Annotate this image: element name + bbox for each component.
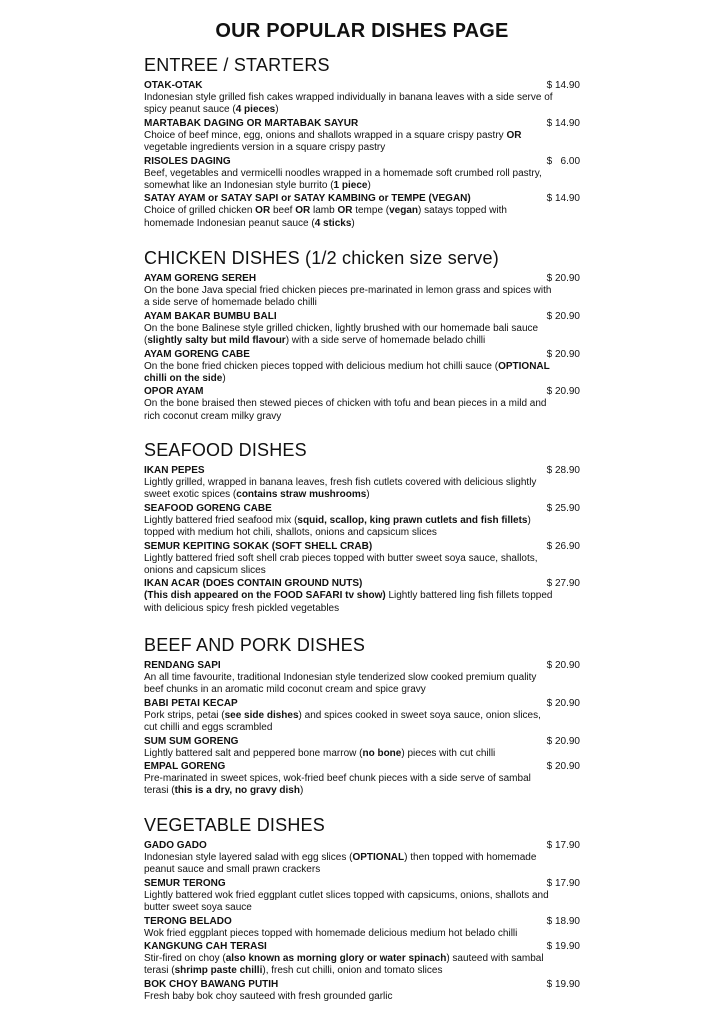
dish-name: IKAN ACAR (DOES CONTAIN GROUND NUTS) xyxy=(144,578,363,590)
description-text: Indonesian style grilled fish cakes wrapped individually in banana leaves with a side serve of spicy peanut sauce ( xyxy=(144,92,553,116)
dish-price: $ 27.90 xyxy=(546,578,580,590)
description-text: ) and spices cooked in sweet soya sauce, onion slices, cut chilli and eggs scrambled xyxy=(144,709,541,734)
dish-price: $ 14.90 xyxy=(546,193,580,205)
dish-description xyxy=(144,928,584,940)
description-emphasis: vegan xyxy=(389,205,419,217)
description-text: ) satays topped with homemade Indonesian peanut sauce ( xyxy=(144,205,507,229)
dish-price: $ 20.90 xyxy=(546,761,580,773)
description-text: Beef, vegetables and vermicelli noodles wrapped in a homemade soft crumbed roll pastry, somewhat like an Indonesian style burrito ( xyxy=(144,167,542,192)
menu-item xyxy=(144,839,584,877)
dish-price: $ 20.90 xyxy=(546,310,580,322)
description-emphasis: 4 sticks xyxy=(314,217,352,229)
dish-description xyxy=(144,953,584,978)
description-text: Lightly battered ling fish fillets topped with delicious spicy fresh pickled vegetables xyxy=(144,590,553,614)
dish-name: SUM SUM GORENG xyxy=(144,735,239,747)
menu-item xyxy=(144,348,584,386)
dish-name: IKAN PEPES xyxy=(144,465,205,476)
description-text: tempe ( xyxy=(352,205,390,217)
dish-description xyxy=(144,748,584,760)
menu-item xyxy=(144,79,584,117)
dish-name: AYAM BAKAR BUMBU BALI xyxy=(144,310,277,322)
menu-item xyxy=(144,659,584,697)
description-text: Pork strips, petai ( xyxy=(144,709,225,721)
description-text: ) with a side serve of homemade belado chilli xyxy=(285,335,486,347)
description-emphasis: OPTIONAL chilli on the side xyxy=(144,360,550,385)
dish-description xyxy=(144,205,584,230)
description-text: lamb xyxy=(310,205,338,217)
description-text: ) topped with medium hot chili, shallots, onions and capsicum slices xyxy=(144,514,531,539)
description-emphasis: squid, scallop, king prawn cutlets and fish fillets xyxy=(297,514,528,526)
dish-price: $ 20.90 xyxy=(546,735,580,747)
description-text: On the bone Balinese style grilled chicken, lightly brushed with our homemade bali sauce ( xyxy=(144,322,539,347)
description-text: Pre-marinated in sweet spices, wok-fried beef chunk pieces with a side serve of sambal terasi ( xyxy=(144,773,531,797)
dish-description xyxy=(144,710,584,735)
dish-price: $ 17.90 xyxy=(546,877,580,889)
dish-price: $ 28.90 xyxy=(546,465,580,476)
menu-section xyxy=(144,55,584,230)
dish-name: AYAM GORENG SEREH xyxy=(144,273,257,284)
menu-item xyxy=(144,540,584,578)
menu-item xyxy=(144,117,584,155)
description-text: ) xyxy=(367,180,371,192)
dish-description xyxy=(144,852,584,877)
description-text: ) then topped with homemade peanut sauce and small prawn crackers xyxy=(144,852,537,876)
description-text: Lightly battered fried seafood mix ( xyxy=(144,514,298,526)
description-emphasis: contains straw mushrooms xyxy=(236,489,367,501)
dish-price: $ 20.90 xyxy=(546,660,580,671)
dish-description xyxy=(144,991,584,1003)
description-text: An all time favourite, traditional Indonesian style tenderized slow cooked premium quality beef chunks in an aromatic mild coconut cream and spice gravy xyxy=(144,672,537,696)
description-text: Stir-fired on choy ( xyxy=(144,953,226,965)
dish-price: $ 26.90 xyxy=(546,540,580,552)
menu-item xyxy=(144,385,584,423)
description-text: ) sauteed with sambal terasi ( xyxy=(144,953,544,977)
dish-name: KANGKUNG CAH TERASI xyxy=(144,941,267,953)
description-text: On the bone braised then stewed pieces of chicken with tofu and bean pieces in a mild and rich coconut cream milky gravy xyxy=(144,398,547,422)
dish-description xyxy=(144,553,584,578)
dish-name: EMPAL GORENG xyxy=(144,761,226,773)
menu-section xyxy=(144,635,584,798)
description-text: ) xyxy=(275,104,279,116)
description-text: On the bone fried chicken pieces topped with delicious medium hot chilli sauce ( xyxy=(144,360,499,372)
dish-price: $ 25.90 xyxy=(546,502,580,514)
menu-item xyxy=(144,735,584,760)
dish-description xyxy=(144,92,584,117)
dish-price: $ 18.90 xyxy=(546,915,580,927)
description-emphasis: OR xyxy=(255,205,271,217)
dish-description xyxy=(144,515,584,540)
dish-name: SEAFOOD GORENG CABE xyxy=(144,502,272,514)
dish-name: SEMUR KEPITING SOKAK (SOFT SHELL CRAB) xyxy=(144,540,373,552)
dish-description xyxy=(144,890,584,915)
dish-name: TERONG BELADO xyxy=(144,915,232,927)
description-text: Wok fried eggplant pieces topped with homemade delicious medium hot belado chilli xyxy=(144,927,518,939)
description-text: Lightly battered fried soft shell crab pieces topped with butter sweet soya sauce, shallots, onions and capsicum slices xyxy=(144,552,538,577)
description-emphasis: 1 piece xyxy=(333,180,368,192)
section-heading: CHICKEN DISHES (1/2 chicken size serve) xyxy=(144,248,499,268)
description-text: Choice of grilled chicken xyxy=(144,205,256,217)
description-text: ) xyxy=(222,373,226,385)
dish-description xyxy=(144,323,584,348)
dish-price: $ 6.00 xyxy=(546,155,580,167)
menu-item xyxy=(144,760,584,798)
section-heading: ENTREE / STARTERS xyxy=(144,55,330,75)
description-text: Indonesian style layered salad with egg slices ( xyxy=(144,852,353,863)
description-emphasis: (This dish appeared on the FOOD SAFARI tv show) xyxy=(144,590,386,602)
section-heading: BEEF AND PORK DISHES xyxy=(144,635,366,655)
menu-section xyxy=(144,248,584,423)
description-text: Lightly grilled, wrapped in banana leaves, fresh fish cutlets covered with delicious slightly sweet exotic spices ( xyxy=(144,477,537,501)
dish-name: BOK CHOY BAWANG PUTIH xyxy=(144,978,279,990)
dish-name: AYAM GORENG CABE xyxy=(144,348,250,360)
menu-item xyxy=(144,192,584,230)
description-text: Fresh baby bok choy sauteed with fresh grounded garlic xyxy=(144,990,393,1002)
dish-price: $ 19.90 xyxy=(546,941,580,953)
description-emphasis: also known as morning glory or water spinach xyxy=(225,953,447,965)
dish-price: $ 20.90 xyxy=(546,348,580,360)
description-emphasis: OR xyxy=(506,129,522,141)
menu-item xyxy=(144,272,584,310)
menu-item xyxy=(144,940,584,978)
dish-name: OPOR AYAM xyxy=(144,386,204,398)
dish-price: $ 17.90 xyxy=(546,840,580,851)
dish-description xyxy=(144,285,584,310)
dish-name: BABI PETAI KECAP xyxy=(144,697,238,709)
description-emphasis: OR xyxy=(295,205,311,217)
page-title: OUR POPULAR DISHES PAGE xyxy=(215,20,509,42)
menu-item xyxy=(144,978,584,1003)
description-text: beef xyxy=(270,205,296,217)
description-emphasis: OPTIONAL xyxy=(352,852,405,863)
description-text: ) xyxy=(366,489,370,501)
section-heading: SEAFOOD DISHES xyxy=(144,440,307,460)
description-text: Choice of beef mince, egg, onions and shallots wrapped in a square crispy pastry xyxy=(144,129,507,141)
menu-item xyxy=(144,310,584,348)
description-text: ) pieces with cut chilli xyxy=(401,747,496,759)
description-emphasis: shrimp paste chilli xyxy=(174,965,263,977)
menu-item xyxy=(144,502,584,540)
description-text: ), fresh cut chilli, onion and tomato slices xyxy=(262,965,443,977)
dish-price: $ 20.90 xyxy=(546,386,580,398)
dish-description xyxy=(144,773,584,798)
description-text: Lightly battered salt and peppered bone marrow ( xyxy=(144,747,363,759)
description-emphasis: OR xyxy=(337,205,353,217)
dish-description xyxy=(144,130,584,155)
dish-price: $ 20.90 xyxy=(546,697,580,709)
dish-description xyxy=(144,361,584,386)
dish-name: SEMUR TERONG xyxy=(144,877,226,889)
menu-section xyxy=(144,440,584,615)
dish-description xyxy=(144,398,584,423)
description-text: ) xyxy=(299,785,304,797)
description-emphasis: this is a dry, no gravy dish xyxy=(174,785,300,797)
description-emphasis: slightly salty but mild flavour xyxy=(147,335,286,347)
menu-item xyxy=(144,155,584,193)
dish-name: SATAY AYAM or SATAY SAPI or SATAY KAMBING or TEMPE (VEGAN) xyxy=(144,193,471,205)
menu-item xyxy=(144,877,584,915)
menu-item xyxy=(144,577,584,615)
section-heading: VEGETABLE DISHES xyxy=(144,815,325,835)
dish-price: $ 20.90 xyxy=(546,273,580,284)
dish-name: MARTABAK DAGING OR MARTABAK SAYUR xyxy=(144,117,359,129)
description-text: Lightly battered wok fried eggplant cutlet slices topped with capsicums, onions, shallots and butter sweet soya sauce xyxy=(144,889,549,914)
menu-item xyxy=(144,915,584,940)
description-emphasis: see side dishes xyxy=(224,709,299,721)
description-emphasis: no bone xyxy=(362,747,402,759)
description-text: vegetable ingredients version in a square crispy pastry xyxy=(144,142,386,154)
dish-price: $ 14.90 xyxy=(546,80,580,91)
description-text: ) xyxy=(351,217,355,229)
dish-description xyxy=(144,590,584,615)
menu-item xyxy=(144,697,584,735)
dish-price: $ 14.90 xyxy=(546,117,580,129)
dish-name: RENDANG SAPI xyxy=(144,660,221,671)
dish-price: $ 19.90 xyxy=(546,978,580,990)
menu-item xyxy=(144,464,584,502)
dish-description xyxy=(144,672,584,697)
description-emphasis: 4 pieces xyxy=(235,104,276,116)
dish-description xyxy=(144,477,584,502)
dish-name: GADO GADO xyxy=(144,840,207,851)
menu-section xyxy=(144,815,584,1003)
description-text: On the bone Java special fried chicken pieces pre-marinated in lemon grass and spices with a side serve of homemade belado chilli xyxy=(144,285,552,309)
dish-name: OTAK-OTAK xyxy=(144,80,203,91)
dish-description xyxy=(144,168,584,193)
dish-name: RISOLES DAGING xyxy=(144,155,231,167)
